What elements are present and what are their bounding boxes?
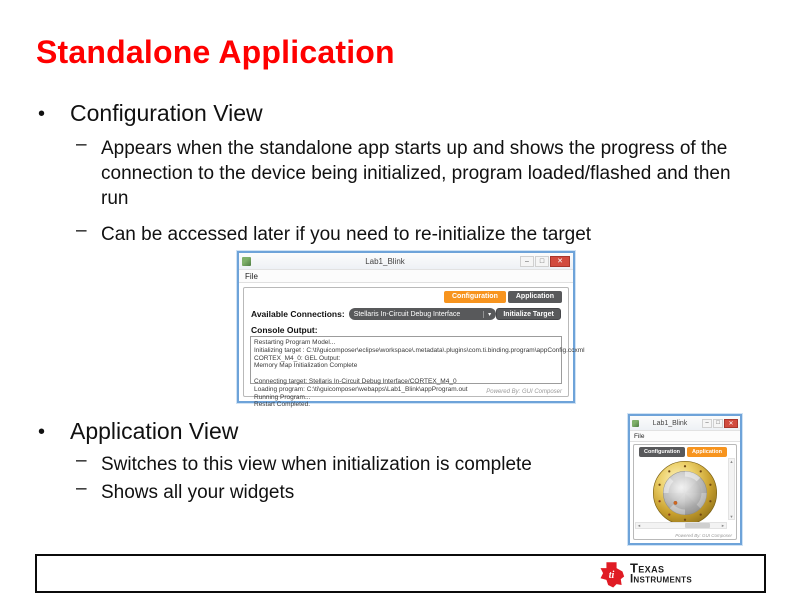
horizontal-scrollbar[interactable]	[635, 522, 727, 529]
menu-bar	[630, 431, 740, 442]
console-line: Connecting target: Stellaris In-Circuit Debug Interface/CORTEX_M4_0	[254, 377, 457, 385]
ti-wordmark-line1: Texas	[629, 560, 665, 576]
title-bar	[239, 253, 573, 270]
bullet-configuration-view: Configuration View	[70, 100, 263, 126]
tab-configuration[interactable]: Configuration	[639, 447, 685, 457]
page-title: Standalone Application	[36, 34, 395, 70]
close-button[interactable]: ✕	[550, 256, 570, 267]
ti-wordmark-line2: Instruments	[629, 573, 692, 586]
scroll-left-icon[interactable]: ◄	[637, 523, 641, 528]
dash-marker: –	[76, 450, 87, 471]
ti-brand	[598, 560, 692, 587]
tab-application[interactable]: Application	[508, 291, 562, 303]
connections-row	[251, 308, 561, 320]
scroll-right-icon[interactable]: ►	[721, 523, 725, 528]
dash-marker: –	[76, 478, 87, 499]
app-icon[interactable]	[242, 257, 251, 266]
console-line: Initializing target : C:\ti\guicomposer\eclipse\workspace\.metadata\.plugins\com.ti.binding.program\appConfig.ccxml	[254, 346, 585, 354]
connections-dropdown[interactable]	[349, 308, 496, 320]
sub-bullet-app-1: Switches to this view when initialization is complete	[101, 454, 532, 475]
svg-text:ti: ti	[608, 569, 615, 581]
application-window	[628, 414, 742, 545]
minimize-button[interactable]: –	[520, 256, 534, 267]
close-button[interactable]: ✕	[724, 419, 738, 428]
powered-by-text: Powered By: GUI Composer	[675, 533, 732, 538]
console-line: CORTEX_M4_0: GEL Output:	[254, 354, 341, 362]
scroll-up-icon[interactable]: ▲	[729, 459, 734, 464]
dial-knob-widget[interactable]	[652, 460, 718, 526]
title-bar	[630, 416, 740, 431]
view-tabs	[639, 447, 727, 457]
menu-file[interactable]: File	[245, 271, 258, 281]
ti-logo-icon	[598, 560, 625, 587]
scrollbar-thumb[interactable]	[685, 523, 710, 528]
sub-bullet-app-2: Shows all your widgets	[101, 482, 295, 503]
content-panel	[243, 287, 585, 409]
connections-selected-value: Stellaris In-Circuit Debug Interface	[353, 310, 461, 318]
window-title: Lab1_Blink	[652, 419, 688, 427]
sub-bullet-config-2: Can be accessed later if you need to re-initialize the target	[101, 224, 592, 245]
dash-marker: –	[76, 134, 87, 155]
bullet-marker: •	[38, 103, 46, 125]
bullet-application-view: Application View	[70, 418, 239, 444]
minimize-button[interactable]: –	[702, 419, 712, 428]
dash-marker: –	[76, 220, 87, 241]
console-line: Running Program...	[254, 393, 311, 401]
footer-box	[35, 554, 766, 593]
sub-bullet-config-1: Appears when the standalone app starts up and shows the progress of the connection to the device being initialized, program loaded/flashed and then run	[101, 138, 731, 209]
tab-configuration[interactable]: Configuration	[444, 291, 506, 303]
scrollbar-track[interactable]	[642, 523, 720, 528]
console-line: Restarting Program Model...	[254, 339, 336, 346]
ti-wordmark	[630, 561, 692, 586]
initialize-target-button[interactable]: Initialize Target	[496, 308, 561, 320]
app-icon[interactable]	[632, 420, 639, 427]
maximize-button[interactable]: □	[535, 256, 549, 267]
console-line	[254, 370, 558, 378]
tab-application[interactable]: Application	[687, 447, 727, 457]
console-output-label: Console Output:	[251, 325, 318, 335]
scroll-down-icon[interactable]: ▼	[729, 514, 734, 519]
console-line: Memory Map Initialization Complete	[254, 362, 358, 370]
vertical-scrollbar[interactable]	[728, 458, 735, 520]
window-title: Lab1_Blink	[365, 256, 405, 266]
console-line: Loading program: C:\ti\guicomposer\webapps\Lab1_Blink\appProgram.out	[254, 385, 468, 393]
menu-file[interactable]: File	[634, 432, 645, 440]
chevron-down-icon: ▾	[483, 311, 491, 318]
configuration-window	[237, 251, 585, 409]
connections-label: Available Connections:	[251, 309, 345, 319]
powered-by-text: Powered By: GUI Composer	[486, 389, 562, 395]
content-panel	[633, 444, 737, 540]
maximize-button[interactable]: □	[713, 419, 723, 428]
view-tabs	[444, 291, 562, 303]
menu-bar	[239, 270, 573, 283]
bullet-marker: •	[38, 421, 46, 443]
console-line: Restart Completed.	[254, 401, 310, 409]
